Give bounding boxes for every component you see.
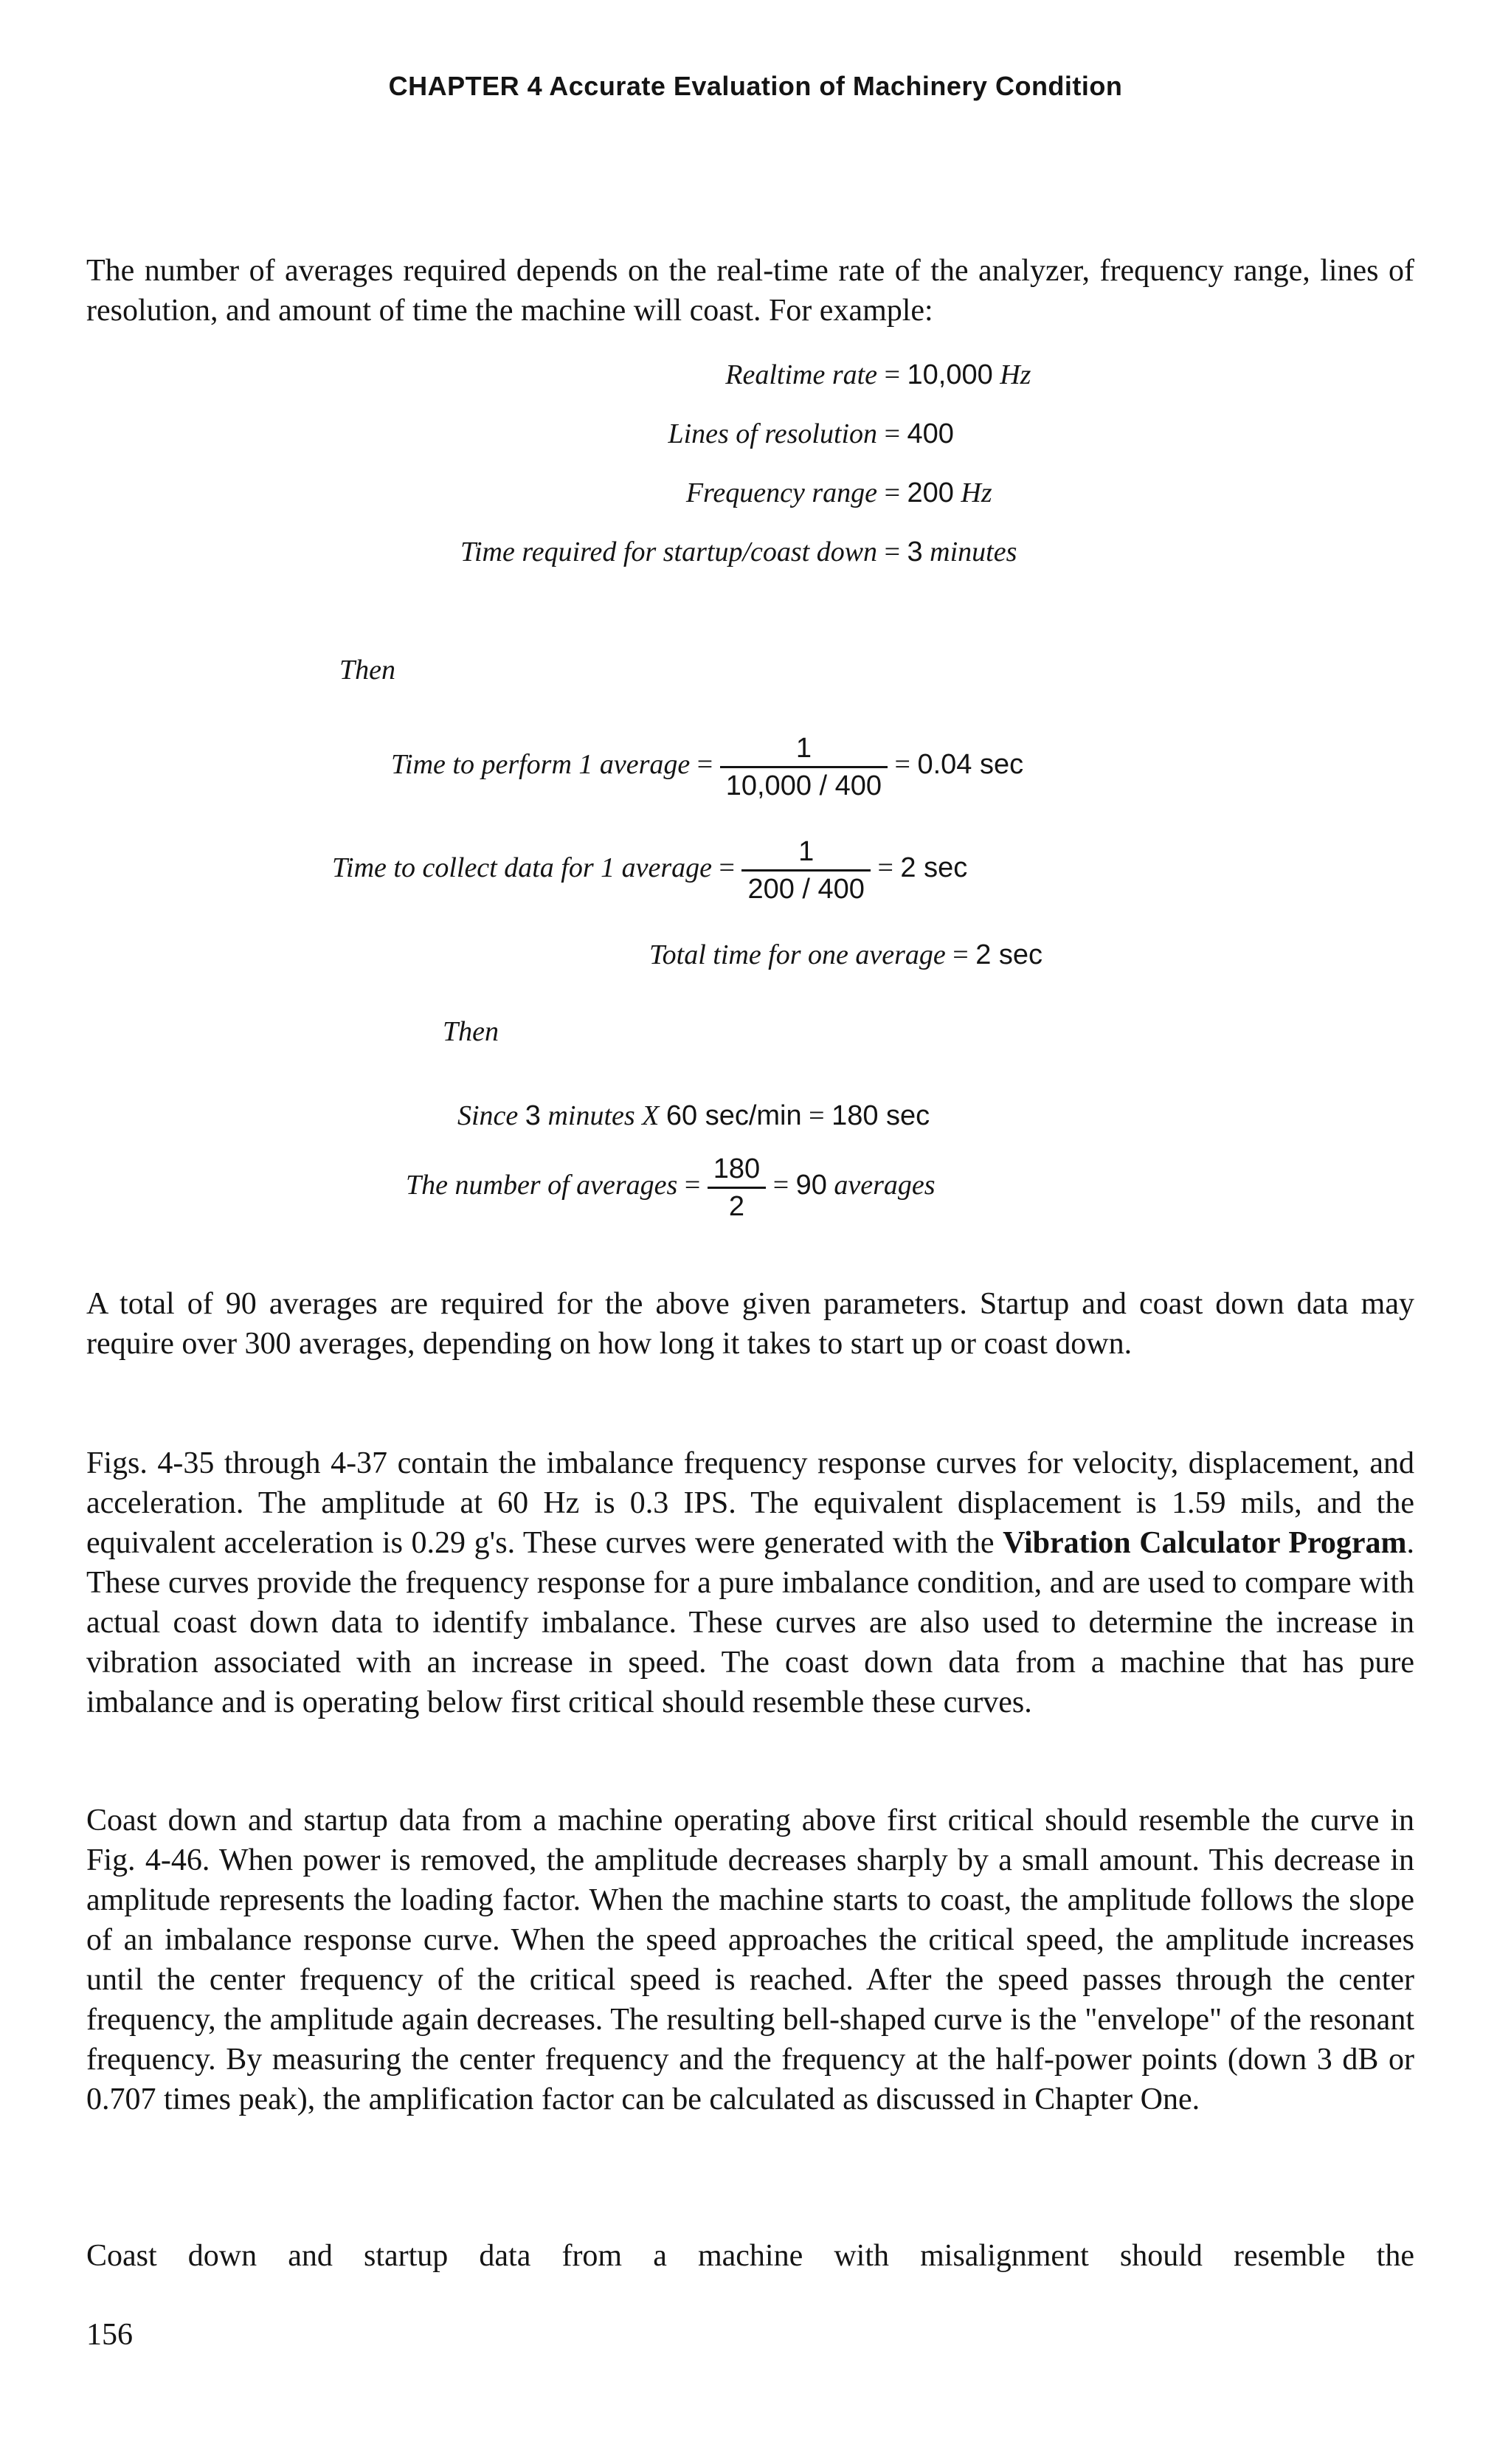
fraction	[720, 731, 888, 804]
number-of-averages-calc: The number of averages = $\frac{180}{2}$ = 90 averages	[406, 1151, 936, 1224]
page-number: 156	[86, 2318, 133, 2352]
paragraph-total-averages: A total of 90 averages are required for the above given parameters. Startup and coast down data may require over 300 averages, depending on how long it takes to start up or coast down.	[86, 1287, 1414, 1361]
then-label-1: Then	[339, 655, 395, 686]
param-label: Lines of resolution	[668, 418, 878, 449]
fraction-numerator: 1	[741, 834, 870, 872]
total-result: 2 sec	[975, 939, 1043, 970]
total-time-one-average: Total time for one average = 2 sec	[649, 939, 1043, 970]
param-value: 200	[907, 477, 954, 508]
calc-time-collect-data: Time to collect data for 1 average = $\frac{1}{200 / 400}$ = 2 sec	[332, 834, 967, 907]
paragraph-above-critical: Coast down and startup data from a machine operating above first critical should resemble the curve in Fig. 4-46. When power is removed, the amplitude decreases sharply by a small amount. This decrease in amplitude represents the loading factor. When the machine starts to coast, the amplitude follows the slope of an imbalance response curve. When the speed approaches the critical speed, the amplitude increases until the center frequency of the critical speed is reached. After the speed passes through the center frequency, the amplitude again decreases. The resulting bell-shaped curve is the "envelope" of the resonant frequency. By measuring the center frequency and the frequency at the half-power points (down 3 dB or 0.707 times peak), the amplification factor can be calculated as discussed in Chapter One.	[86, 1804, 1414, 2116]
param-unit: minutes	[930, 536, 1017, 567]
param-value: 400	[907, 418, 954, 449]
paragraph-misalignment: Coast down and startup data from a machine with misalignment should resemble the	[86, 2239, 1414, 2273]
fraction-numerator: 1	[720, 731, 888, 768]
total-label: Total time for one average	[649, 939, 946, 970]
fraction-numerator: 180	[708, 1151, 766, 1189]
param-time-required: Time required for startup/coast down = 3 minutes	[460, 536, 1017, 567]
intro-paragraph: The number of averages required depends on the real-time rate of the analyzer, frequency range, lines of resolution, and amount of time the machine will coast. For example:	[86, 254, 1414, 328]
paragraph-frequency-response	[86, 1443, 1414, 1722]
fraction-denominator: 10,000 / 400	[725, 770, 882, 801]
since-label: Since	[457, 1100, 519, 1131]
averages-value: 90	[795, 1170, 827, 1201]
since-value: 3	[525, 1100, 541, 1131]
since-calculation: Since 3 minutes X 60 sec/min = 180 sec	[457, 1100, 930, 1131]
then-label-2: Then	[443, 1016, 499, 1047]
param-label: Time required for startup/coast down	[460, 536, 878, 567]
paragraph-text: . These curves provide the frequency response for a pure imbalance condition, and are used to compare with actual coast down data to identify imbalance. These curves are also used to determine the increase in vibration associated with an increase in speed. The coast down data from a machine that has pure imbalance and is operating below first critical should resemble these curves.	[86, 1526, 1414, 1719]
param-label: Frequency range	[685, 477, 878, 508]
paragraph-text: Figs. 4-35 through 4-37 contain the imbalance frequency response curves for velocity, displacement, and acceleration. The amplitude at 60 Hz is 0.3 IPS. The equivalent displacement is 1.59 mils, and the equivalent acceleration is 0.29 g's. These curves were generated with the	[86, 1446, 1414, 1560]
calc-label: Time to collect data for 1 average	[332, 852, 713, 884]
fraction	[708, 1151, 766, 1224]
calc-label: Time to perform 1 average	[391, 749, 691, 781]
averages-label: The number of averages	[406, 1170, 678, 1201]
fraction-denominator: 2	[728, 1191, 745, 1222]
calc-result: 0.04 sec	[917, 749, 1024, 781]
param-lines-of-resolution: Lines of resolution = 400	[668, 418, 954, 449]
since-rate: 60 sec/min	[665, 1100, 802, 1131]
program-name: Vibration Calculator Program	[1003, 1526, 1407, 1560]
calc-result: 2 sec	[900, 852, 968, 884]
since-unit: minutes X	[547, 1100, 660, 1131]
param-label: Realtime rate	[725, 359, 878, 390]
param-value: 10,000	[907, 359, 993, 390]
since-result: 180 sec	[831, 1100, 930, 1131]
running-header: CHAPTER 4 Accurate Evaluation of Machinery Condition	[388, 71, 1123, 101]
param-value: 3	[907, 536, 923, 567]
fraction-denominator: 200 / 400	[747, 874, 865, 905]
averages-unit: averages	[834, 1170, 936, 1201]
param-realtime-rate: Realtime rate = 10,000 Hz	[725, 359, 1031, 390]
param-frequency-range: Frequency range = 200 Hz	[685, 477, 992, 508]
fraction	[741, 834, 870, 907]
calc-time-perform-average: Time to perform 1 average = $\frac{1}{10,000 / 400}$ = 0.04 sec	[391, 731, 1023, 804]
param-unit: Hz	[961, 477, 992, 508]
param-unit: Hz	[1000, 359, 1031, 390]
